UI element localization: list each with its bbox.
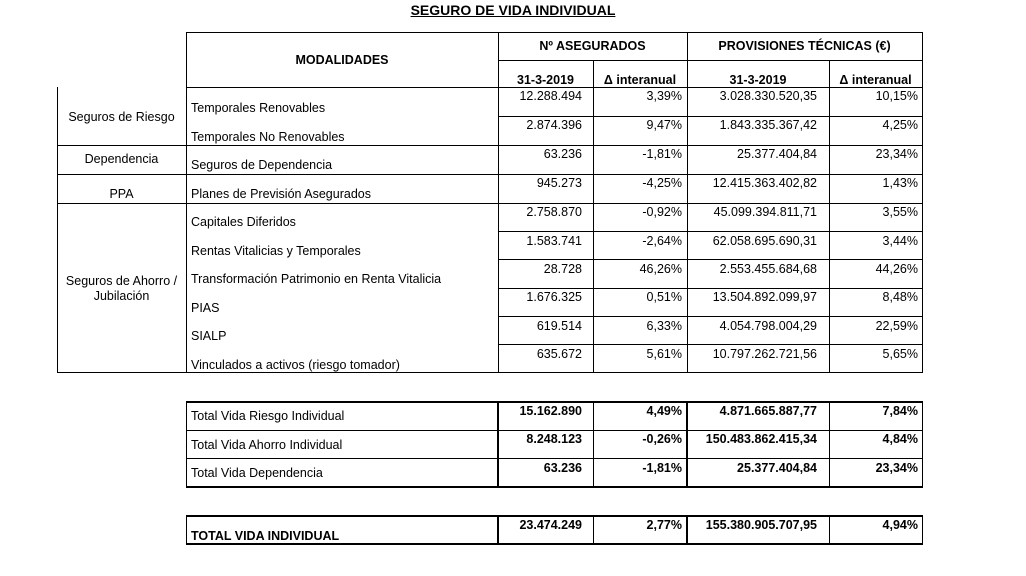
row-prov-delta: 5,65% xyxy=(882,347,918,361)
row-name: Vinculados a activos (riesgo tomador) xyxy=(191,358,400,372)
row-prov-delta: 23,34% xyxy=(875,147,918,161)
row-aseg: 945.273 xyxy=(536,176,582,190)
row-aseg: 2.874.396 xyxy=(526,118,582,132)
row-aseg-delta: 46,26% xyxy=(639,262,682,276)
row-name: Capitales Diferidos xyxy=(191,215,296,229)
page-title: SEGURO DE VIDA INDIVIDUAL xyxy=(410,2,616,18)
total-aseg-delta: -0,26% xyxy=(642,432,682,446)
row-name: Transformación Patrimonio en Renta Vitalicia xyxy=(191,272,442,286)
grand-total-aseg: 23.474.249 xyxy=(519,518,582,532)
row-prov: 10.797.262.721,56 xyxy=(712,347,817,361)
row-prov: 13.504.892.099,97 xyxy=(712,290,817,304)
total-aseg: 8.248.123 xyxy=(526,432,582,446)
row-aseg: 28.728 xyxy=(543,262,582,276)
total-prov-delta: 7,84% xyxy=(882,404,918,418)
header-modalidades: MODALIDADES xyxy=(295,53,389,67)
grand-total-prov: 155.380.905.707,95 xyxy=(705,518,817,532)
row-aseg-delta: 0,51% xyxy=(646,290,682,304)
row-aseg: 2.758.870 xyxy=(526,205,582,219)
total-name: Total Vida Ahorro Individual xyxy=(191,438,343,452)
row-aseg-delta: 3,39% xyxy=(646,89,682,103)
total-prov: 4.871.665.887,77 xyxy=(719,404,817,418)
group-ahorro-line1: Seguros de Ahorro / xyxy=(65,274,178,288)
total-prov-delta: 4,84% xyxy=(882,432,918,446)
group-ahorro-line2: Jubilación xyxy=(93,289,150,303)
row-prov-delta: 22,59% xyxy=(875,319,918,333)
row-aseg-delta: -1,81% xyxy=(642,147,682,161)
row-name: Temporales Renovables xyxy=(191,101,326,115)
grand-total-aseg-delta: 2,77% xyxy=(646,518,682,532)
row-name: Rentas Vitalicias y Temporales xyxy=(191,244,361,258)
row-prov-delta: 44,26% xyxy=(875,262,918,276)
row-aseg-delta: 5,61% xyxy=(646,347,682,361)
grand-total-name: TOTAL VIDA INDIVIDUAL xyxy=(191,529,340,543)
row-aseg: 12.288.494 xyxy=(519,89,582,103)
total-aseg-delta: -1,81% xyxy=(642,461,682,475)
group-ppa: PPA xyxy=(109,187,134,201)
row-aseg: 619.514 xyxy=(536,319,582,333)
row-aseg-delta: -2,64% xyxy=(642,234,682,248)
header-delta-provisiones: Δ interanual xyxy=(839,73,912,87)
group-seguros-riesgo: Seguros de Riesgo xyxy=(68,110,175,124)
row-prov-delta: 8,48% xyxy=(882,290,918,304)
row-prov: 12.415.363.402,82 xyxy=(712,176,817,190)
row-prov: 4.054.798.004,29 xyxy=(719,319,817,333)
row-aseg-delta: -4,25% xyxy=(642,176,682,190)
row-aseg-delta: 9,47% xyxy=(646,118,682,132)
row-aseg-delta: 6,33% xyxy=(646,319,682,333)
header-delta-asegurados: Δ interanual xyxy=(603,73,677,87)
row-name: Planes de Previsión Asegurados xyxy=(191,187,371,201)
row-prov-delta: 3,55% xyxy=(882,205,918,219)
total-prov: 150.483.862.415,34 xyxy=(705,432,817,446)
row-prov: 2.553.455.684,68 xyxy=(719,262,817,276)
total-prov: 25.377.404,84 xyxy=(737,461,817,475)
total-name: Total Vida Riesgo Individual xyxy=(191,409,345,423)
row-name: Seguros de Dependencia xyxy=(191,158,333,172)
header-provisiones: PROVISIONES TÉCNICAS (€) xyxy=(718,39,891,53)
row-prov-delta: 3,44% xyxy=(882,234,918,248)
row-prov-delta: 4,25% xyxy=(882,118,918,132)
total-name: Total Vida Dependencia xyxy=(191,466,323,480)
row-aseg: 1.583.741 xyxy=(526,234,582,248)
grand-total-prov-delta: 4,94% xyxy=(882,518,918,532)
row-aseg: 1.676.325 xyxy=(526,290,582,304)
row-prov: 25.377.404,84 xyxy=(737,147,817,161)
row-prov: 62.058.695.690,31 xyxy=(712,234,817,248)
total-aseg: 15.162.890 xyxy=(519,404,582,418)
row-prov: 3.028.330.520,35 xyxy=(719,89,817,103)
header-date-provisiones: 31-3-2019 xyxy=(729,73,787,87)
total-aseg: 63.236 xyxy=(543,461,582,475)
row-prov-delta: 10,15% xyxy=(875,89,918,103)
row-prov-delta: 1,43% xyxy=(882,176,918,190)
row-prov: 45.099.394.811,71 xyxy=(713,205,817,219)
row-aseg-delta: -0,92% xyxy=(642,205,682,219)
row-aseg: 63.236 xyxy=(543,147,582,161)
header-date-asegurados: 31-3-2019 xyxy=(517,73,574,87)
header-asegurados: Nº ASEGURADOS xyxy=(539,39,646,53)
row-name: Temporales No Renovables xyxy=(191,130,345,144)
total-prov-delta: 23,34% xyxy=(875,461,918,475)
row-prov: 1.843.335.367,42 xyxy=(719,118,817,132)
row-name: PIAS xyxy=(191,301,220,315)
row-name: SIALP xyxy=(191,329,227,343)
group-dependencia: Dependencia xyxy=(84,152,159,166)
row-aseg: 635.672 xyxy=(536,347,582,361)
total-aseg-delta: 4,49% xyxy=(646,404,682,418)
